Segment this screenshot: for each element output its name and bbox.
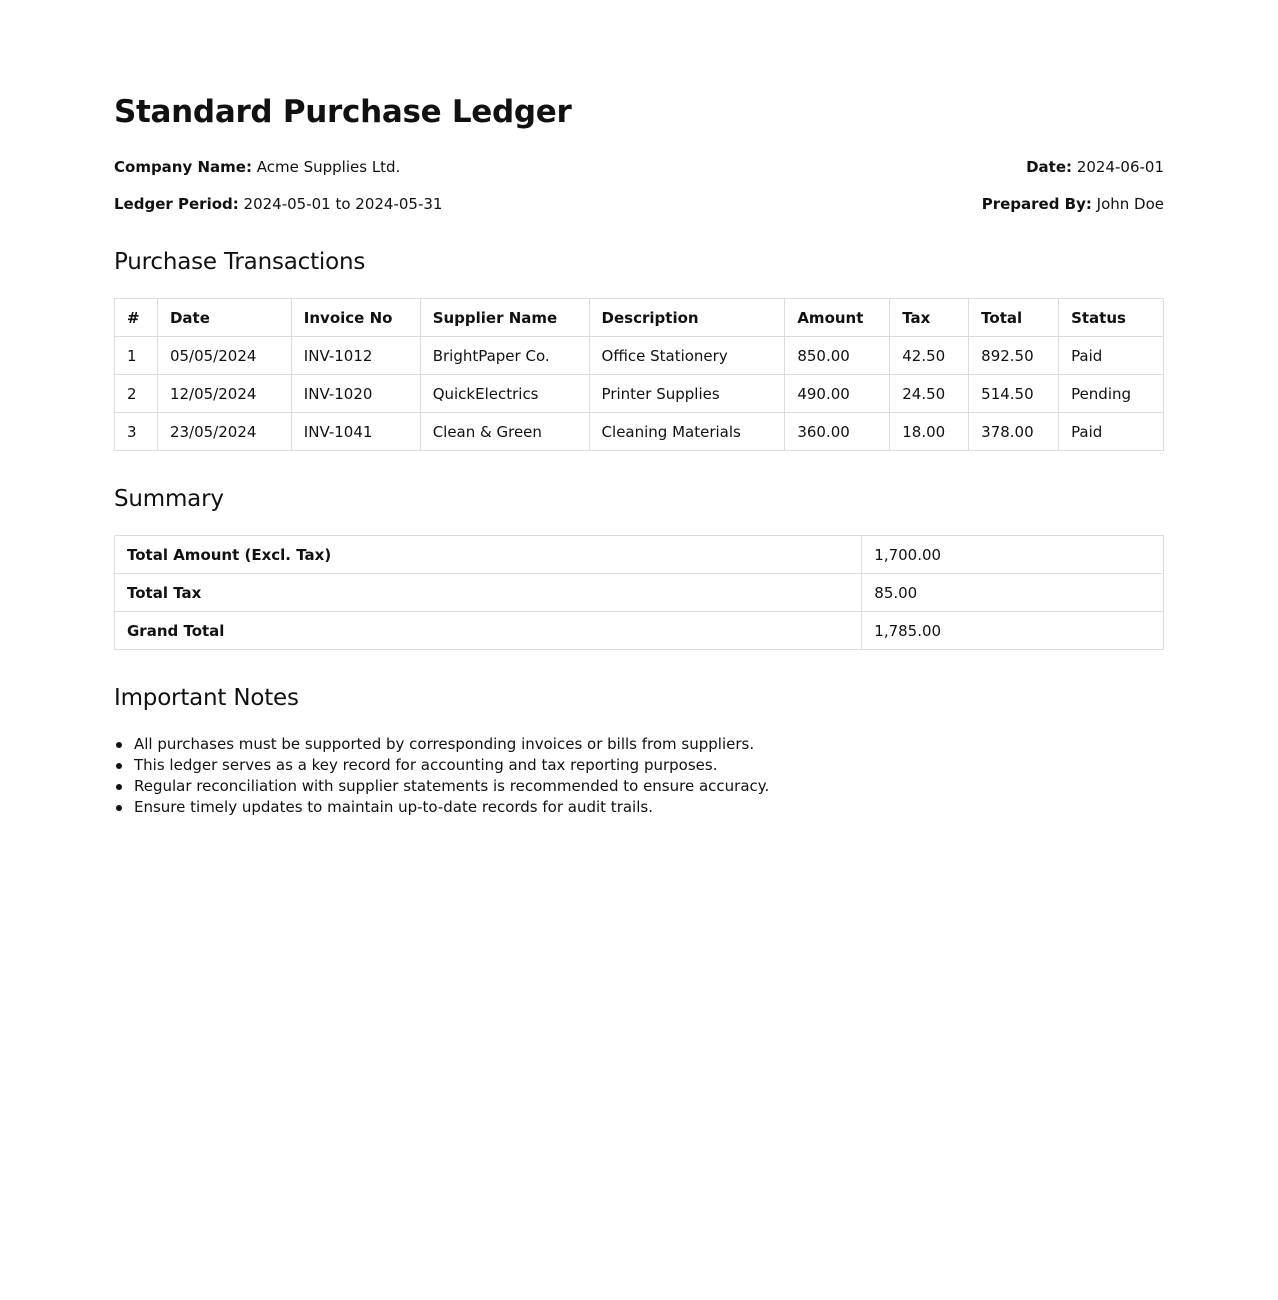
date-label: Date: (1026, 158, 1073, 176)
list-item: All purchases must be supported by corresponding invoices or bills from suppliers. (134, 734, 769, 755)
prepared-label: Prepared By: (981, 195, 1092, 213)
summary-row (115, 612, 1164, 650)
period-value: 2024-05-01 to 2024-05-31 (243, 195, 443, 213)
column-header: Description (589, 299, 785, 337)
company-name-value: Acme Supplies Ltd. (256, 158, 401, 176)
table-cell: INV-1012 (291, 337, 420, 375)
company-name-label: Company Name: (114, 158, 252, 176)
table-cell: 490.00 (785, 375, 890, 413)
column-header: # (115, 299, 158, 337)
company-name (114, 156, 400, 178)
notes-heading: Important Notes (114, 685, 299, 711)
transactions-heading: Purchase Transactions (114, 249, 366, 275)
table-row (115, 337, 1164, 375)
table-cell: 24.50 (890, 375, 969, 413)
table-cell: Clean & Green (420, 413, 589, 451)
table-cell: Office Stationery (589, 337, 785, 375)
summary-label: Total Tax (115, 574, 862, 612)
page-title: Standard Purchase Ledger (114, 94, 572, 130)
list-item: Ensure timely updates to maintain up-to-date records for audit trails. (134, 797, 769, 818)
status-cell: Paid (1059, 413, 1164, 451)
summary-label: Grand Total (115, 612, 862, 650)
summary-heading: Summary (114, 486, 224, 512)
table-cell: QuickElectrics (420, 375, 589, 413)
notes-list (114, 734, 769, 818)
ledger-period (114, 193, 442, 215)
meta-row-period-prepared (114, 193, 1164, 215)
prepared-value: John Doe (1096, 195, 1164, 213)
table-cell: INV-1020 (291, 375, 420, 413)
list-item: Regular reconciliation with supplier statements is recommended to ensure accuracy. (134, 777, 770, 795)
column-header: Supplier Name (420, 299, 589, 337)
table-cell: 42.50 (890, 337, 969, 375)
summary-value: 1,700.00 (862, 536, 1164, 574)
table-cell: 23/05/2024 (157, 413, 291, 451)
meta-row-company-date (114, 156, 1164, 178)
status-cell: Pending (1059, 375, 1164, 413)
table-cell: BrightPaper Co. (420, 337, 589, 375)
status-cell: Paid (1059, 337, 1164, 375)
table-cell: 12/05/2024 (157, 375, 291, 413)
table-cell: 3 (115, 413, 158, 451)
summary-value: 1,785.00 (862, 612, 1164, 650)
ledger-date (1026, 156, 1164, 178)
table-cell: 892.50 (969, 337, 1059, 375)
period-label: Ledger Period: (114, 195, 239, 213)
summary-row (115, 536, 1164, 574)
column-header: Status (1059, 299, 1164, 337)
date-value: 2024-06-01 (1076, 158, 1164, 176)
table-cell: 05/05/2024 (157, 337, 291, 375)
summary-table (114, 535, 1164, 650)
summary-row (115, 574, 1164, 612)
table-cell: 378.00 (969, 413, 1059, 451)
table-cell: 514.50 (969, 375, 1059, 413)
table-row (115, 375, 1164, 413)
summary-label: Total Amount (Excl. Tax) (115, 536, 862, 574)
column-header: Total (969, 299, 1059, 337)
table-cell: Cleaning Materials (589, 413, 785, 451)
table-cell: 850.00 (785, 337, 890, 375)
column-header: Amount (785, 299, 890, 337)
table-cell: 360.00 (785, 413, 890, 451)
table-cell: INV-1041 (291, 413, 420, 451)
transactions-header-row (115, 299, 1164, 337)
table-cell: 1 (115, 337, 158, 375)
table-row (115, 413, 1164, 451)
summary-value: 85.00 (862, 574, 1164, 612)
column-header: Tax (890, 299, 969, 337)
list-item: This ledger serves as a key record for accounting and tax reporting purposes. (134, 755, 769, 776)
table-cell: 2 (115, 375, 158, 413)
table-cell: 18.00 (890, 413, 969, 451)
column-header: Date (157, 299, 291, 337)
table-cell: Printer Supplies (589, 375, 785, 413)
prepared-by (982, 193, 1164, 215)
transactions-table (114, 298, 1164, 451)
column-header: Invoice No (291, 299, 420, 337)
